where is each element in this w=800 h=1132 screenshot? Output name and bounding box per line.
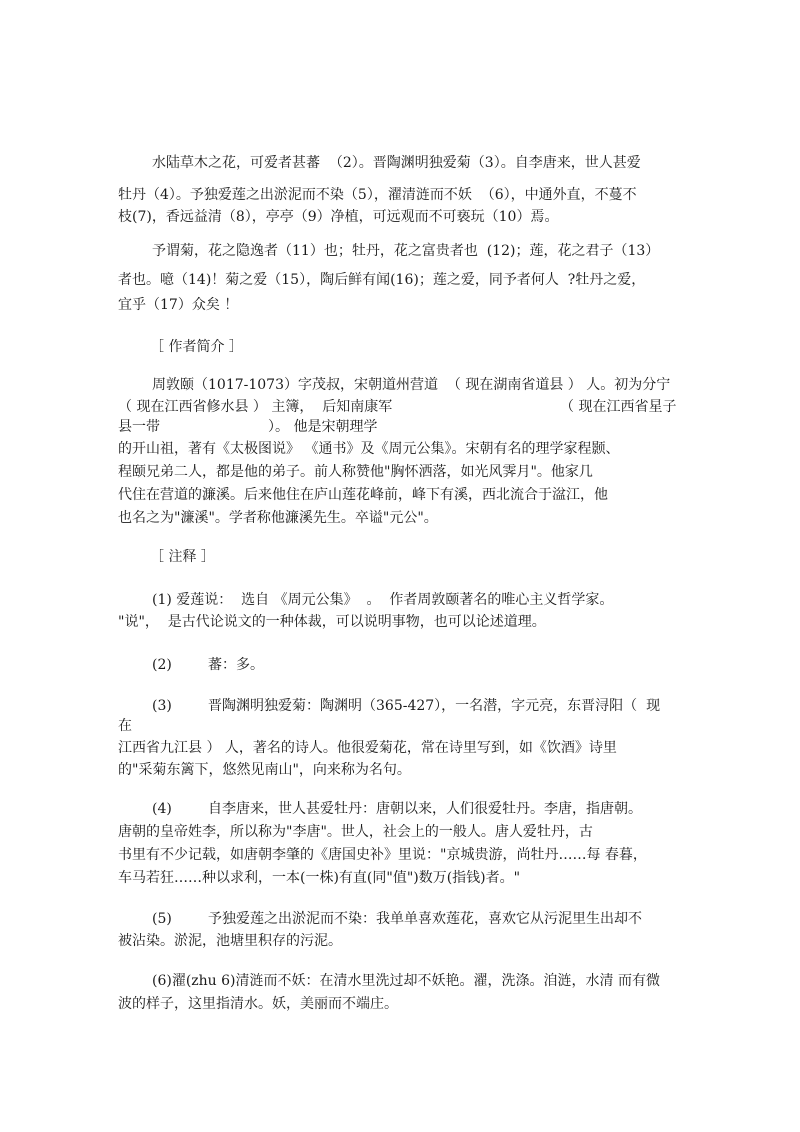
text-line: (1) 爱莲说： 选自 《周元公集》 。 作者周敦颐著名的唯心主义哲学家。 bbox=[152, 592, 614, 608]
text-line: 也名之为"濂溪"。学者称他濂溪先生。卒谥"元公"。 bbox=[118, 510, 438, 526]
text-line: 者也。噫（14)！菊之爱（15），陶后鲜有闻(16)；莲之爱，同予者何人 ?牡丹之爱， bbox=[118, 272, 646, 288]
text-line: 书里有不少记载，如唐朝李肇的《唐国史补》里说："京城贵游，尚牡丹……每 春暮， bbox=[118, 847, 647, 863]
text-line: 宜乎（17）众矣 ！ bbox=[118, 297, 239, 313]
text-line: 枝(7)，香远益清（8），亭亭（9）净植，可远观而不可亵玩（10）焉。 bbox=[118, 209, 559, 225]
text-line: 水陆草木之花，可爱者甚蕃 （2）。晋陶渊明独爱菊（3）。自李唐来，世人甚爱 bbox=[152, 155, 641, 171]
text-line: 周敦颐（1017-1073）字茂叔，宋朝道州营道 （ 现在湖南省道县 ） 人。初为分宁 bbox=[152, 377, 671, 393]
text-line: 予谓菊，花之隐逸者（11）也；牡丹，花之富贵者也 (12)；莲，花之君子（13） bbox=[152, 243, 660, 259]
note-number: (5) bbox=[152, 911, 172, 927]
text-line: (6)濯(zhu 6)清涟而不妖：在清水里洗过却不妖艳。濯，洗涤。洎涟，水清 而有微 bbox=[152, 973, 660, 989]
text-line: （ 现在江西省修水县 ） 主簿， 后知南康军 bbox=[118, 399, 393, 415]
text-line: 江西省九江县 ） 人，著名的诗人。他很爱菊花，常在诗里写到，如《饮酒》诗里 bbox=[118, 740, 617, 756]
text-line: 波的样子，这里指清水。妖，美丽而不端庄。 bbox=[118, 996, 398, 1012]
text-line: 晋陶渊明独爱菊：陶渊明（365-427），一名潜，字元亮，东晋浔阳（ 现 bbox=[208, 698, 661, 714]
text-line: 的"采菊东篱下，悠然见南山"，向来称为名句。 bbox=[118, 762, 411, 778]
text-line: 唐朝的皇帝姓李，所以称为"李唐"。世人，社会上的一般人。唐人爱牡丹，古 bbox=[118, 824, 593, 840]
text-line: 车马若狂……种以求利，一本(一株)有直(同"值")数万(指钱)者。" bbox=[118, 870, 521, 886]
text-line: 牡丹（4）。予独爱莲之出淤泥而不染（5），濯清涟而不妖 （6），中通外直，不蔓不 bbox=[118, 187, 637, 203]
text-line: 被沾染。淤泥，池塘里积存的污泥。 bbox=[118, 933, 342, 949]
note-number: (2) bbox=[152, 657, 172, 673]
text-line: 程颐兄弟二人，都是他的弟子。前人称赞他"胸怀洒落，如光风霁月"。他家几 bbox=[118, 464, 593, 480]
text-line: "说"， 是古代论说文的一种体裁，可以说明事物，也可以论述道理。 bbox=[118, 614, 546, 630]
text-line: 代住在营道的濂溪。后来他住在庐山莲花峰前，峰下有溪，西北流合于湓江，他 bbox=[118, 487, 608, 503]
section-heading: ［ 作者简介 ］ bbox=[150, 339, 243, 355]
text-line: 在 bbox=[118, 718, 132, 734]
text-line: 蕃：多。 bbox=[208, 657, 264, 673]
text-line: 的开山祖，著有《太极图说》 《通书》及《周元公集》。宋朝有名的理学家程颢、 bbox=[118, 441, 620, 457]
note-number: (4) bbox=[152, 801, 172, 817]
note-number: (3) bbox=[152, 698, 172, 714]
text-line: ）。 他是宋朝理学 bbox=[268, 419, 378, 435]
text-line: （ 现在江西省星子 bbox=[560, 399, 677, 415]
text-line: 自李唐来，世人甚爱牡丹：唐朝以来，人们很爱牡丹。李唐，指唐朝。 bbox=[208, 801, 642, 817]
text-line: 予独爱莲之出淤泥而不染：我单单喜欢莲花，喜欢它从污泥里生出却不 bbox=[208, 911, 642, 927]
text-line: 县一带 bbox=[118, 419, 160, 435]
section-heading: ［ 注释 ］ bbox=[150, 549, 215, 565]
